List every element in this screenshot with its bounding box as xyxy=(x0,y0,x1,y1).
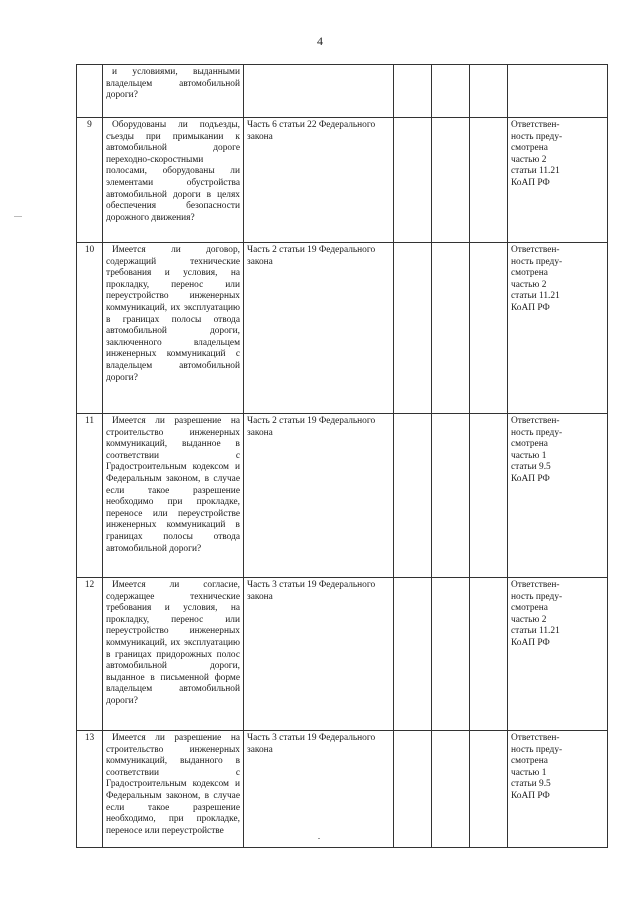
question-cell: Имеется ли разрешение на строительство инженерных коммуникаций, выданное в соответствии с Градостроительным кодексом и Федеральным законом, в случае если такое разрешение необходимо при прокладке, переносе или переустройстве инженерных коммуникаций в границах полосы отвода автомобильной дороги? xyxy=(103,414,244,578)
responsibility-cell xyxy=(508,243,608,414)
answer-yes-cell xyxy=(394,118,432,243)
responsibility-line: частью 2 xyxy=(511,154,547,165)
responsibility-cell xyxy=(508,578,608,731)
table-row xyxy=(77,243,608,414)
responsibility-line: ность преду- xyxy=(511,256,563,267)
answer-yes-cell xyxy=(394,731,432,848)
row-number: 9 xyxy=(77,118,103,243)
answer-yes-cell xyxy=(394,243,432,414)
answer-no-cell xyxy=(432,731,470,848)
answer-no-cell xyxy=(432,578,470,731)
table-row xyxy=(77,118,608,243)
answer-no-cell xyxy=(432,414,470,578)
legal-basis-cell: Часть 3 статьи 19 Федерального закона xyxy=(244,731,394,848)
responsibility-line: смотрена xyxy=(511,756,548,767)
responsibility-line: статьи 11.21 xyxy=(511,166,560,177)
responsibility-line: Ответствен- xyxy=(511,580,560,590)
table-row xyxy=(77,414,608,578)
responsibility-line: КоАП РФ xyxy=(511,177,550,188)
answer-yes-cell xyxy=(394,65,432,118)
responsibility-line: Ответствен- xyxy=(511,733,560,743)
responsibility-line: смотрена xyxy=(511,268,548,279)
scan-mark xyxy=(14,216,22,217)
answer-no-cell xyxy=(432,243,470,414)
legal-basis-cell: Часть 3 статьи 19 Федерального закона xyxy=(244,578,394,731)
row-number xyxy=(77,65,103,118)
responsibility-line: частью 1 xyxy=(511,767,547,778)
answer-no-cell xyxy=(432,118,470,243)
responsibility-line: Ответствен- xyxy=(511,416,560,426)
responsibility-line: статьи 9.5 xyxy=(511,779,551,790)
responsibility-line: КоАП РФ xyxy=(511,302,550,313)
legal-basis-cell: Часть 6 статьи 22 Федерального закона xyxy=(244,118,394,243)
answer-yes-cell xyxy=(394,414,432,578)
legal-basis-cell: Часть 2 статьи 19 Федерального закона xyxy=(244,414,394,578)
responsibility-line: смотрена xyxy=(511,143,548,154)
answer-no-cell xyxy=(432,65,470,118)
question-cell: Имеется ли согласие, содержащее технические требования и условия, на прокладку, перенос или переустройство инженерных коммуникаций, их эксплуатацию в границах придорожных полос автомобильной дороги, выданное в письменной форме владельцем автомобильной дороги? xyxy=(103,578,244,731)
answer-na-cell xyxy=(470,414,508,578)
responsibility-line: ность преду- xyxy=(511,131,563,142)
row-number: 11 xyxy=(77,414,103,578)
checklist-table xyxy=(76,64,608,848)
responsibility-line: частью 1 xyxy=(511,450,547,461)
row-number: 10 xyxy=(77,243,103,414)
responsibility-cell xyxy=(508,65,608,118)
responsibility-line: смотрена xyxy=(511,603,548,614)
table-row xyxy=(77,578,608,731)
responsibility-line: КоАП РФ xyxy=(511,637,550,648)
responsibility-cell xyxy=(508,731,608,848)
answer-yes-cell xyxy=(394,578,432,731)
responsibility-line: ность преду- xyxy=(511,744,563,755)
responsibility-line: КоАП РФ xyxy=(511,790,550,801)
responsibility-line: частью 2 xyxy=(511,614,547,625)
table-row xyxy=(77,65,608,118)
responsibility-line: статьи 11.21 xyxy=(511,626,560,637)
answer-na-cell xyxy=(470,65,508,118)
responsibility-line: статьи 9.5 xyxy=(511,462,551,473)
question-cell: и условиями, выданными владельцем автомобильной дороги? xyxy=(103,65,244,118)
responsibility-line: КоАП РФ xyxy=(511,473,550,484)
responsibility-cell xyxy=(508,414,608,578)
legal-basis-cell xyxy=(244,65,394,118)
row-number: 13 xyxy=(77,731,103,848)
responsibility-line: статьи 11.21 xyxy=(511,291,560,302)
table-row xyxy=(77,731,608,848)
responsibility-line: Ответствен- xyxy=(511,245,560,255)
question-cell: Имеется ли договор, содержащий технические требования и условия, на прокладку, перенос или переустройство инженерных коммуникаций, их эксплуатацию в границах полосы отвода автомобильной дороги, заключенного владельцем инженерных коммуникаций с владельцем автомобильной дороги? xyxy=(103,243,244,414)
answer-na-cell xyxy=(470,578,508,731)
question-cell: Оборудованы ли подъезды, съезды при примыкании к автомобильной дороге переходно-скоростными полосами, оборудованы ли элементами обустройства автомобильной дороги в целях обеспечения безопасности дорожного движения? xyxy=(103,118,244,243)
answer-na-cell xyxy=(470,731,508,848)
question-cell: Имеется ли разрешение на строительство инженерных коммуникаций, выданного в соответствии с Градостроительным кодексом и Федеральным законом, в случае если такое разрешение необходимо, при прокладке, переносе или переустройстве xyxy=(103,731,244,848)
answer-na-cell xyxy=(470,243,508,414)
row-number: 12 xyxy=(77,578,103,731)
responsibility-line: частью 2 xyxy=(511,279,547,290)
responsibility-line: ность преду- xyxy=(511,591,563,602)
legal-basis-cell: Часть 2 статьи 19 Федерального закона xyxy=(244,243,394,414)
responsibility-cell xyxy=(508,118,608,243)
responsibility-line: смотрена xyxy=(511,439,548,450)
responsibility-line: Ответствен- xyxy=(511,120,560,130)
responsibility-line: ность преду- xyxy=(511,427,563,438)
page-number: 4 xyxy=(317,34,323,48)
answer-na-cell xyxy=(470,118,508,243)
